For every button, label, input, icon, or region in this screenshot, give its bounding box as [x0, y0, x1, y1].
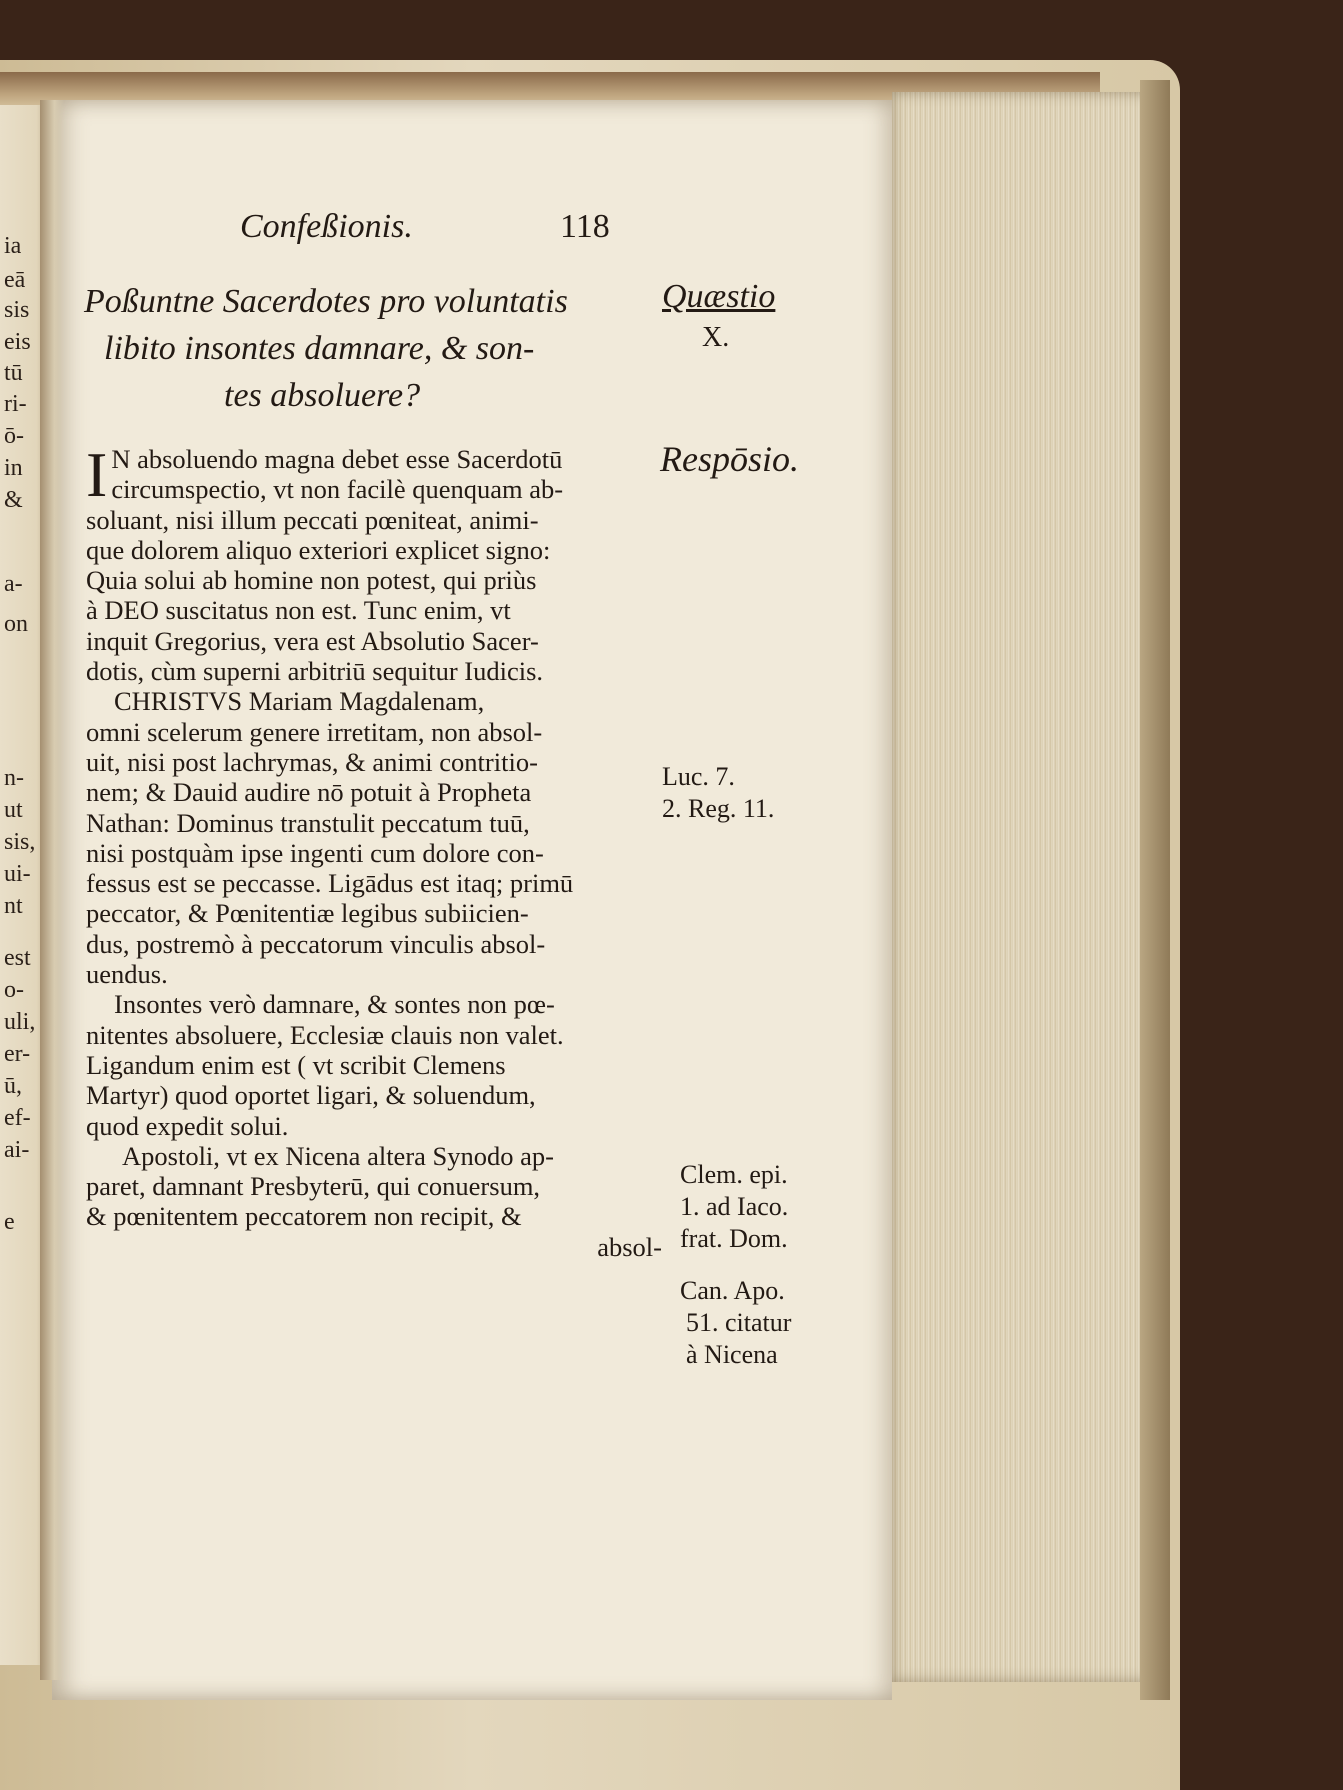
left-fragment: eis [4, 329, 31, 355]
body-line: uendus. [86, 959, 168, 990]
running-title: Confeßionis. [240, 208, 413, 245]
binding-fore-edge [1140, 80, 1170, 1700]
left-fragment: o- [4, 977, 24, 1003]
body-line: inquit Gregorius, vera est Absolutio Sacer- [86, 625, 539, 656]
marginal-note: Luc. 7. [662, 762, 735, 791]
body-line: quod expedit solui. [86, 1110, 289, 1141]
left-fragment: ai- [4, 1137, 30, 1163]
marginal-note: Can. Apo. [680, 1276, 785, 1305]
left-fragment: eā [4, 267, 26, 293]
body-line: dus, postremò à peccatorum vinculis absol- [86, 928, 546, 959]
body-line: que dolorem aliquo exteriori explicet signo: [86, 534, 551, 565]
marginal-note: 1. ad Iaco. [680, 1192, 789, 1221]
marginal-note: frat. Dom. [680, 1224, 788, 1253]
body-line: Apostoli, vt ex Nicena altera Synodo ap- [122, 1140, 554, 1171]
page-number: 118 [560, 208, 610, 245]
marginal-note: à Nicena [686, 1340, 778, 1369]
left-fragment: sis [4, 297, 30, 323]
body-line: nitentes absoluere, Ecclesiæ clauis non valet. [86, 1019, 564, 1050]
left-fragment: a- [4, 571, 23, 597]
left-fragment: ui- [4, 861, 31, 887]
left-fragment: ō- [4, 423, 24, 449]
marginal-note: 51. citatur [686, 1308, 792, 1337]
left-fragment: sis, [4, 829, 36, 855]
response-label: Respōsio. [660, 439, 799, 479]
body-line: nisi postquàm ipse ingenti cum dolore con- [86, 837, 544, 868]
left-fragment: ut [4, 797, 23, 823]
question-heading [84, 278, 644, 419]
page-edges [892, 92, 1152, 1682]
left-fragment: e [4, 1209, 15, 1235]
question-label: Quæstio [662, 278, 776, 315]
body-line: Quia solui ab homine non potest, qui priùs [86, 565, 537, 596]
catchword: absol- [597, 1231, 662, 1262]
left-fragment: ia [4, 233, 22, 259]
marginal-note: Clem. epi. [680, 1160, 788, 1189]
body-line: N absoluendo magna debet esse Sacerdotū [111, 444, 563, 474]
body-line: fessus est se peccasse. Ligādus est itaq; primū [86, 868, 574, 899]
left-fragment: uli, [4, 1009, 36, 1035]
left-fragment: est [4, 945, 31, 971]
body-line: soluant, nisi illum peccati pœniteat, animi- [86, 504, 539, 535]
body-line: circumspectio, vt non facilè quenquam ab- [111, 474, 564, 505]
left-fragment: er- [4, 1041, 31, 1067]
body-line: peccator, & Pœnitentiæ legibus subiicien- [86, 898, 529, 929]
marginal-note: 2. Reg. 11. [662, 794, 775, 823]
question-line: tes absoluere? [224, 377, 421, 414]
left-fragment: n- [4, 765, 24, 791]
body-line: à DEO suscitatus non est. Tunc enim, vt [86, 595, 511, 626]
body-line: Nathan: Dominus transtulit peccatum tuū, [86, 807, 530, 838]
body-line: Martyr) quod oportet ligari, & soluendum, [86, 1080, 536, 1111]
left-fragment: ef- [4, 1105, 31, 1131]
left-fragment: nt [4, 893, 23, 919]
left-fragment: in [4, 455, 23, 481]
body-line: CHRISTVS Mariam Magdalenam, [114, 686, 485, 717]
left-fragment: & [4, 487, 23, 513]
gutter-shadow [40, 100, 64, 1680]
body-text [86, 439, 666, 1262]
drop-cap: I [86, 439, 108, 510]
body-line: uit, nisi post lachrymas, & animi contritio- [86, 746, 538, 777]
body-line: omni scelerum genere irretitam, non absol- [86, 716, 543, 747]
left-fragment: on [4, 611, 28, 637]
body-line: nem; & Dauid audire nō potuit à Propheta [86, 777, 532, 808]
left-fragment: ri- [4, 391, 27, 417]
question-number: X. [702, 322, 730, 353]
question-line: libito insontes damnare, & son- [104, 330, 535, 367]
left-fragment: ū, [4, 1073, 22, 1099]
body-line: & pœnitentem peccatorem non recipit, & [86, 1201, 522, 1232]
question-line: Poßuntne Sacerdotes pro voluntatis [84, 283, 568, 320]
body-line: dotis, cùm superni arbitriū sequitur Iudicis. [86, 656, 544, 687]
body-line: Insontes verò damnare, & sontes non pœ- [114, 989, 555, 1020]
body-line: Ligandum enim est ( vt scribit Clemens [86, 1049, 506, 1080]
body-line: paret, damnant Presbyterū, qui conuersum, [86, 1171, 541, 1202]
left-fragment: tū [4, 360, 23, 386]
